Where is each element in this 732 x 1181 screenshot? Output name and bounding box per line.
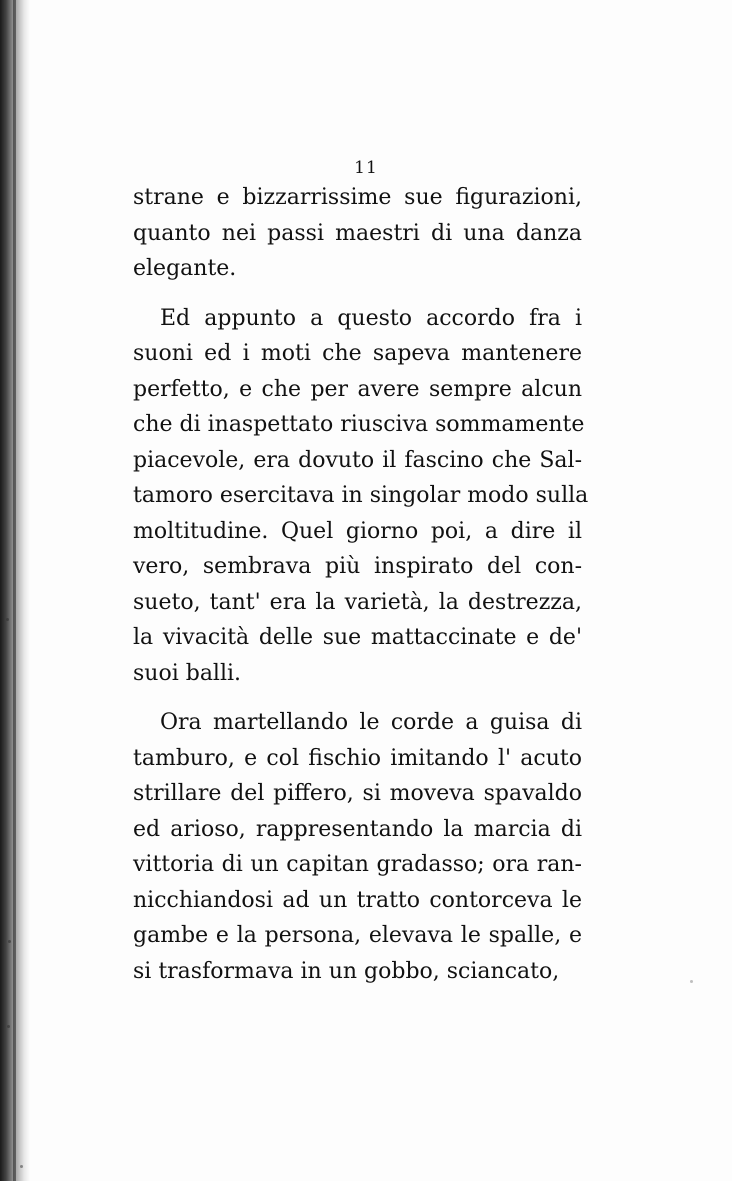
- text-line: si trasformava in un gobbo, sciancato,: [133, 958, 560, 984]
- text-line: che di inaspettato riusciva sommamente: [133, 412, 585, 437]
- paragraph: [133, 180, 582, 287]
- text-line: ed arioso, rappresentando la marcia di: [133, 816, 582, 842]
- text-line: vero, sembrava più inspirato del con-: [133, 554, 582, 579]
- text-line: nicchiandosi ad un tratto contorceva le: [133, 887, 582, 913]
- paper-speck: [7, 1025, 10, 1028]
- text-line: la vivacità delle sue mattaccinate e de': [133, 625, 582, 650]
- paper-speck: [690, 980, 693, 983]
- text-line: piacevole, era dovuto il fascino che Sal-: [133, 447, 582, 473]
- text-line: quanto nei passi maestri di una danza: [133, 220, 582, 246]
- paper-speck: [8, 940, 11, 943]
- paragraph: [133, 705, 582, 989]
- paragraph-gap: [133, 287, 582, 301]
- text-line: vittoria di un capitan gradasso; ora ran-: [133, 852, 582, 877]
- text-line: perfetto, e che per avere sempre alcun: [133, 376, 582, 402]
- text-line: gambe e la persona, elevava le spalle, e: [133, 923, 582, 948]
- text-line: suoni ed i moti che sapeva mantenere: [133, 341, 582, 366]
- text-line: Ed appunto a questo accordo fra i: [160, 305, 582, 331]
- text-line: moltitudine. Quel giorno poi, a dire il: [133, 518, 582, 544]
- text-line: strane e bizzarrissime sue figurazioni,: [133, 185, 582, 210]
- paper-speck: [6, 618, 9, 621]
- text-line: elegante.: [133, 256, 237, 281]
- text-line: sueto, tant' era la varietà, la destrezza,: [133, 589, 582, 615]
- body-text: [133, 180, 589, 989]
- paragraph-gap: [133, 691, 582, 705]
- text-line: tamoro esercitava in singolar modo sulla: [133, 483, 589, 508]
- text-line: suoi balli.: [133, 660, 242, 686]
- page-number: 11: [354, 158, 378, 178]
- text-line: strillare del piffero, si moveva spavaldo: [133, 781, 582, 806]
- text-line: tamburo, e col fischio imitando l' acuto: [133, 745, 582, 771]
- text-line: Ora martellando le corde a guisa di: [160, 710, 582, 735]
- paper-speck: [20, 1165, 23, 1168]
- paragraph: [133, 301, 589, 692]
